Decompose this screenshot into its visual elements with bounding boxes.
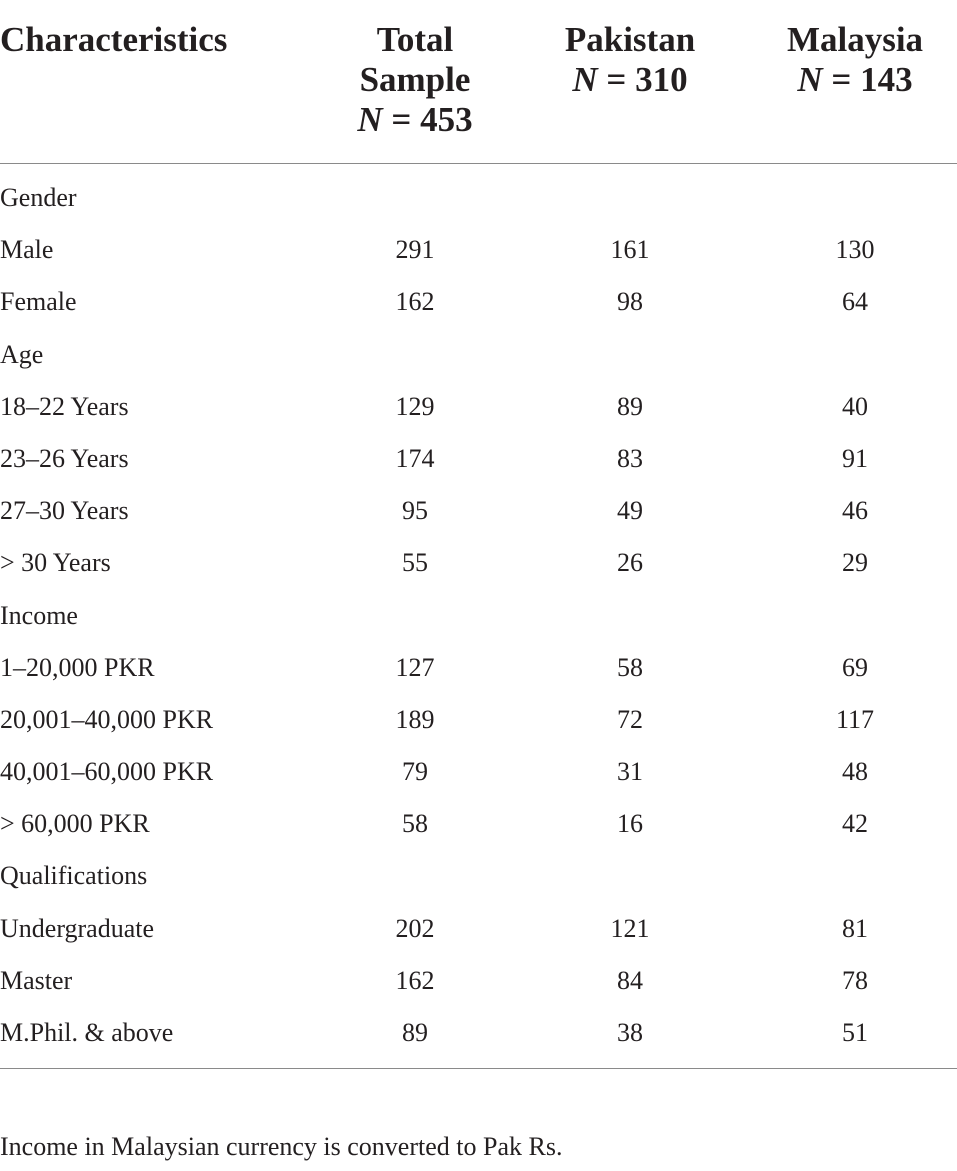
cell-pakistan: 58 (617, 652, 643, 682)
row-label: Qualifications (0, 861, 148, 891)
row-label: Income (0, 600, 78, 630)
cell-malaysia: 117 (835, 704, 875, 734)
table-row (0, 433, 957, 485)
table-footnote: Income in Malaysian currency is converted to Pak Rs. (0, 1132, 563, 1161)
cell-total: 162 (395, 965, 435, 995)
cell-malaysia: 81 (842, 913, 868, 943)
row-label: Male (0, 235, 54, 265)
row-label: 40,001–60,000 PKR (0, 757, 214, 787)
row-label: 1–20,000 PKR (0, 652, 155, 682)
cell-total: 89 (402, 1018, 428, 1047)
header-total-line2: Sample (359, 60, 471, 99)
row-label: Master (0, 965, 73, 995)
cell-malaysia: 130 (835, 235, 875, 265)
header-total-n (315, 100, 515, 140)
row-label: Age (0, 339, 44, 369)
cell-pakistan: 31 (617, 757, 643, 787)
row-label: > 60,000 PKR (0, 809, 150, 839)
cell-malaysia: 64 (842, 287, 868, 317)
cell-pakistan: 49 (617, 496, 643, 526)
cell-total: 162 (395, 287, 435, 317)
cell-total: 202 (395, 913, 435, 943)
cell-malaysia: 48 (842, 757, 868, 787)
cell-malaysia: 69 (842, 652, 868, 682)
cell-malaysia: 42 (842, 809, 868, 839)
table-row (0, 172, 957, 224)
cell-pakistan: 98 (617, 287, 643, 317)
table-row (0, 381, 957, 433)
cell-pakistan: 89 (617, 391, 643, 421)
row-label: Undergraduate (0, 913, 155, 943)
cell-pakistan: 38 (617, 1018, 643, 1047)
cell-pakistan: 72 (617, 704, 643, 734)
cell-total: 129 (395, 391, 435, 421)
header-total-n-value: = 453 (391, 100, 473, 139)
row-label: M.Phil. & above (0, 1018, 174, 1047)
cell-total: 189 (395, 704, 435, 734)
cell-pakistan: 83 (617, 443, 643, 473)
table-row (0, 694, 957, 746)
cell-pakistan: 121 (610, 913, 650, 943)
table-row (0, 955, 957, 1007)
table-row (0, 1007, 957, 1059)
row-label: 18–22 Years (0, 391, 129, 421)
row-label: Female (0, 287, 77, 317)
header-malaysia-n (755, 60, 955, 100)
cell-pakistan: 84 (617, 965, 643, 995)
table-bottom-rule (0, 1068, 957, 1069)
table-row (0, 798, 957, 850)
cell-pakistan: 161 (610, 235, 650, 265)
cell-total: 95 (402, 496, 428, 526)
header-pakistan-n-value: = 310 (606, 60, 688, 99)
header-pakistan-n (530, 60, 730, 100)
cell-malaysia: 51 (842, 1018, 868, 1047)
header-pakistan-n-symbol: N (572, 60, 598, 99)
cell-malaysia: 91 (842, 443, 868, 473)
table-row (0, 590, 957, 642)
cell-malaysia: 78 (842, 965, 868, 995)
table-body (0, 164, 957, 1059)
table-row (0, 537, 957, 589)
cell-pakistan: 26 (617, 548, 643, 578)
table-header (0, 0, 957, 164)
table-row (0, 485, 957, 537)
table-row (0, 224, 957, 276)
header-characteristics (0, 20, 227, 60)
cell-total: 58 (402, 809, 428, 839)
row-label: Gender (0, 183, 77, 212)
header-malaysia-n-symbol: N (797, 60, 823, 99)
header-characteristics-label: Characteristics (0, 20, 228, 59)
cell-pakistan: 16 (617, 809, 643, 839)
cell-total: 174 (395, 443, 435, 473)
header-malaysia (755, 20, 955, 100)
cell-total: 127 (395, 652, 435, 682)
cell-total: 79 (402, 757, 428, 787)
row-label: 23–26 Years (0, 443, 129, 473)
cell-malaysia: 46 (842, 496, 868, 526)
cell-malaysia: 29 (842, 548, 868, 578)
cell-malaysia: 40 (842, 391, 868, 421)
header-total-sample (315, 20, 515, 140)
table-row (0, 276, 957, 328)
table-row (0, 850, 957, 902)
table-row (0, 329, 957, 381)
header-malaysia-n-value: = 143 (831, 60, 913, 99)
table-row (0, 903, 957, 955)
cell-total: 55 (402, 548, 428, 578)
header-total-line1: Total (376, 20, 454, 59)
row-label: > 30 Years (0, 548, 111, 578)
header-total-n-symbol: N (357, 100, 383, 139)
table-row (0, 746, 957, 798)
row-label: 20,001–40,000 PKR (0, 704, 214, 734)
table-row (0, 642, 957, 694)
header-pakistan (530, 20, 730, 100)
row-label: 27–30 Years (0, 496, 129, 526)
header-malaysia-line1: Malaysia (786, 20, 924, 59)
header-pakistan-line1: Pakistan (564, 20, 696, 59)
cell-total: 291 (395, 235, 435, 265)
